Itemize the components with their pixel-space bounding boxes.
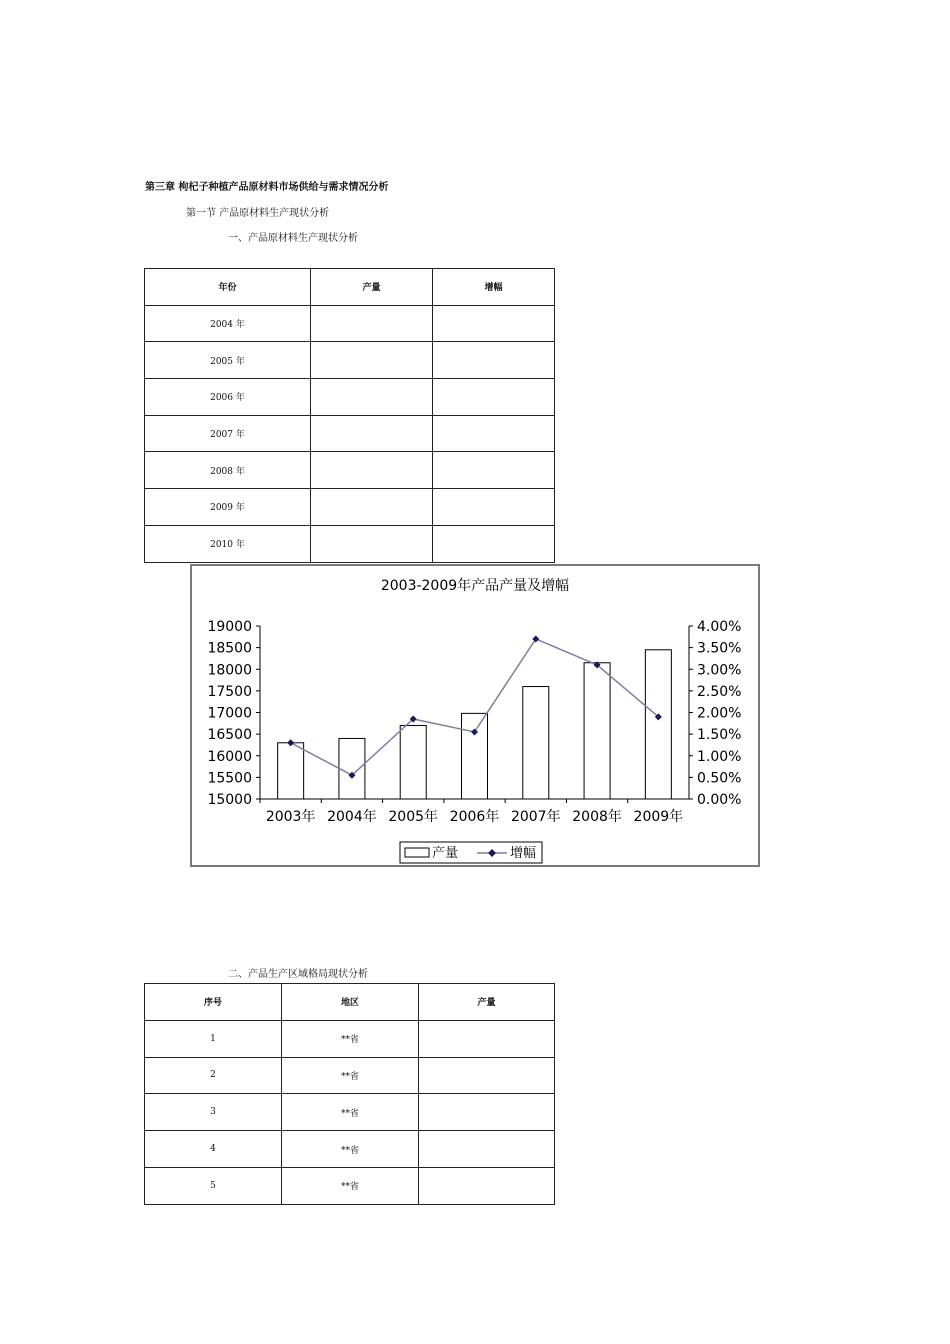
table-row: [145, 1057, 555, 1094]
table-row: [145, 1094, 555, 1131]
region-cell: **省: [282, 1020, 419, 1057]
output-cell: [311, 342, 433, 379]
growth-cell: [433, 415, 555, 452]
left-tick-label: 16500: [207, 727, 252, 744]
year-cell: 2007 年: [145, 415, 311, 452]
year-cell: 2004 年: [145, 305, 311, 342]
x-tick-label: 2008年: [572, 809, 622, 825]
output-cell: [419, 1020, 555, 1057]
right-tick-label: 3.00%: [697, 662, 742, 679]
table-row: [145, 379, 555, 416]
table-row: [145, 489, 555, 526]
x-tick-label: 2006年: [449, 809, 500, 825]
year-cell: 2009 年: [145, 489, 311, 526]
year-cell: 2006 年: [145, 379, 311, 416]
index-cell: 3: [145, 1094, 282, 1131]
header-growth: 增幅: [433, 269, 555, 306]
chapter-heading: 第三章 枸杞子种植产品原材料市场供给与需求情况分析: [145, 182, 389, 193]
table-header-row: [145, 984, 555, 1021]
right-tick-label: 2.50%: [697, 683, 742, 700]
bar: [523, 687, 549, 799]
legend-line-label: 增幅: [510, 846, 537, 861]
table-row: [145, 1131, 555, 1168]
output-cell: [311, 379, 433, 416]
table-row: [145, 1167, 555, 1204]
section-heading: 第一节 产品原材料生产现状分析: [186, 208, 330, 219]
right-tick-label: 3.50%: [697, 640, 742, 657]
x-tick-label: 2009年: [633, 809, 684, 825]
bar: [339, 738, 365, 799]
header-region: 地区: [282, 984, 419, 1021]
right-tick-label: 2.00%: [697, 705, 742, 722]
year-cell: 2010 年: [145, 525, 311, 562]
index-cell: 1: [145, 1020, 282, 1057]
header-output: 产量: [419, 984, 555, 1021]
output-growth-chart: [190, 564, 760, 867]
left-tick-label: 17000: [207, 705, 252, 722]
right-tick-label: 1.50%: [697, 727, 742, 744]
index-cell: 2: [145, 1057, 282, 1094]
production-table: [144, 268, 555, 563]
table-header-row: [145, 269, 555, 306]
x-tick-label: 2005年: [388, 809, 439, 825]
growth-cell: [433, 342, 555, 379]
table-row: [145, 452, 555, 489]
year-cell: 2008 年: [145, 452, 311, 489]
legend-bar-swatch: [405, 848, 429, 857]
table-row: [145, 415, 555, 452]
legend-bar-label: 产量: [432, 846, 459, 861]
header-index: 序号: [145, 984, 282, 1021]
x-tick-label: 2003年: [265, 809, 316, 825]
right-tick-label: 4.00%: [697, 619, 742, 635]
table-row: [145, 342, 555, 379]
right-tick-label: 0.00%: [697, 792, 742, 808]
left-tick-label: 15000: [207, 792, 252, 808]
output-cell: [311, 525, 433, 562]
bar: [645, 650, 671, 799]
subsection-heading-1: 一、产品原材料生产现状分析: [228, 233, 358, 244]
output-cell: [311, 415, 433, 452]
chart-title: 2003-2009年产品产量及增幅: [380, 578, 570, 594]
growth-cell: [433, 489, 555, 526]
header-year: 年份: [145, 269, 311, 306]
output-cell: [311, 305, 433, 342]
left-tick-label: 15500: [207, 770, 252, 787]
subsection-heading-2: 二、产品生产区域格局现状分析: [228, 969, 368, 980]
output-cell: [311, 489, 433, 526]
bar: [400, 725, 426, 799]
growth-cell: [433, 525, 555, 562]
chart-legend: [400, 842, 542, 863]
bar: [584, 663, 610, 799]
table-row: [145, 1020, 555, 1057]
bar: [278, 743, 304, 799]
region-cell: **省: [282, 1094, 419, 1131]
index-cell: 4: [145, 1131, 282, 1168]
region-table: [144, 983, 555, 1205]
year-cell: 2005 年: [145, 342, 311, 379]
region-cell: **省: [282, 1167, 419, 1204]
left-tick-label: 17500: [207, 683, 252, 700]
output-cell: [419, 1057, 555, 1094]
output-cell: [419, 1167, 555, 1204]
header-output: 产量: [311, 269, 433, 306]
index-cell: 5: [145, 1167, 282, 1204]
growth-cell: [433, 379, 555, 416]
region-cell: **省: [282, 1131, 419, 1168]
region-cell: **省: [282, 1057, 419, 1094]
bar-series: [278, 650, 672, 799]
left-tick-label: 16000: [207, 748, 252, 765]
x-tick-label: 2004年: [327, 809, 377, 825]
left-tick-label: 18000: [207, 662, 252, 679]
output-cell: [419, 1131, 555, 1168]
growth-cell: [433, 452, 555, 489]
x-tick-label: 2007年: [510, 809, 561, 825]
table-row: [145, 305, 555, 342]
bar: [462, 713, 488, 799]
table-row: [145, 525, 555, 562]
left-tick-label: 19000: [207, 619, 252, 635]
output-cell: [311, 452, 433, 489]
growth-cell: [433, 305, 555, 342]
output-cell: [419, 1094, 555, 1131]
right-tick-label: 1.00%: [697, 748, 742, 765]
chart-canvas: [192, 566, 758, 865]
left-tick-label: 18500: [207, 640, 252, 657]
right-tick-label: 0.50%: [697, 770, 742, 787]
